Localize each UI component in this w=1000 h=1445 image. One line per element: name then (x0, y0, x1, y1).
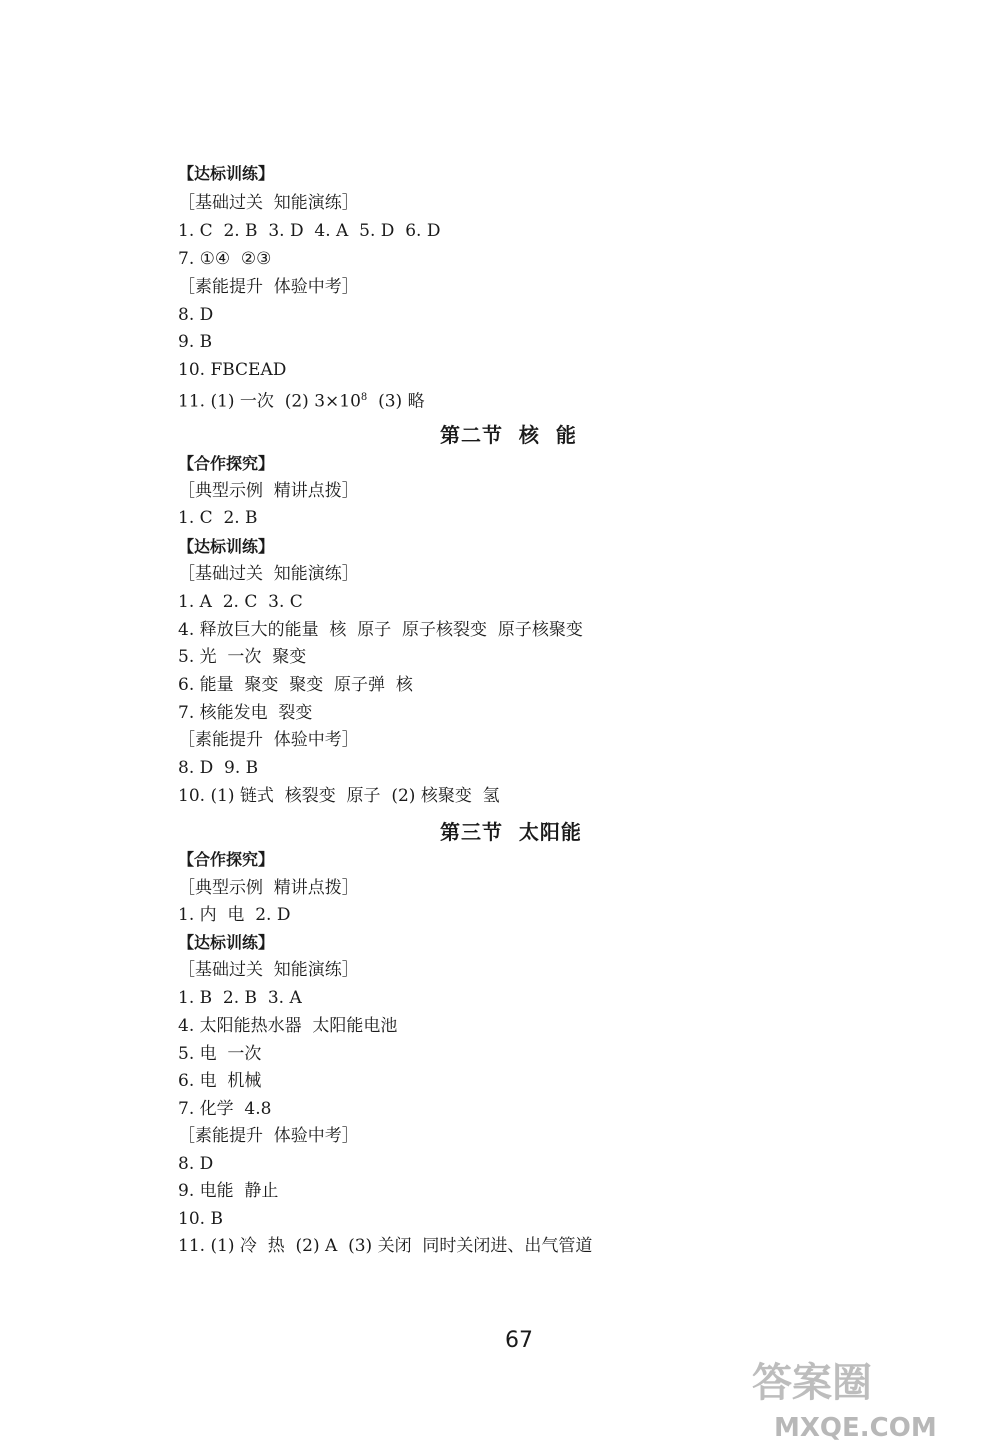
subheading-examples: ［典型示例 精讲点拨］ (178, 481, 359, 501)
heading-cooperative-inquiry: 【合作探究】 (178, 454, 275, 473)
answer-line: 11. (1) 冷 热 (2) A (3) 关闭 同时关闭进、出气管道 (178, 1236, 593, 1256)
answer-line: 1. B 2. B 3. A (178, 988, 302, 1008)
answer-line: 10. (1) 链式 核裂变 原子 (2) 核聚变 氢 (178, 786, 500, 806)
subheading-advanced: ［素能提升 体验中考］ (178, 277, 359, 297)
answer-line: 7. ①④ ②③ (178, 249, 272, 269)
heading-standard-training: 【达标训练】 (178, 537, 275, 556)
heading-standard-training: 【达标训练】 (178, 164, 275, 183)
answer-11-part1: 11. (1) 一次 (2) 3×10 (178, 391, 361, 412)
section-title-nuclear-energy: 第二节 核 能 (440, 423, 577, 447)
answer-line: 4. 释放巨大的能量 核 原子 原子核裂变 原子核聚变 (178, 620, 583, 640)
answer-line: 7. 核能发电 裂变 (178, 703, 313, 723)
answer-line: 8. D (178, 1154, 214, 1174)
answer-line: 1. 内 电 2. D (178, 905, 291, 925)
answer-line: 6. 能量 聚变 聚变 原子弹 核 (178, 675, 413, 695)
subheading-advanced: ［素能提升 体验中考］ (178, 1126, 359, 1146)
subheading-basic: ［基础过关 知能演练］ (178, 960, 359, 980)
watermark-bottom-text: MXQE.COM (774, 1413, 937, 1440)
exponent: 8 (360, 392, 368, 403)
answer-line: 9. 电能 静止 (178, 1181, 279, 1201)
answer-line-11 (178, 387, 425, 413)
heading-standard-training: 【达标训练】 (178, 933, 275, 952)
answer-line: 1. C 2. B 3. D 4. A 5. D 6. D (178, 221, 441, 241)
subheading-examples: ［典型示例 精讲点拨］ (178, 878, 359, 898)
answer-line: 4. 太阳能热水器 太阳能电池 (178, 1016, 398, 1036)
heading-cooperative-inquiry: 【合作探究】 (178, 850, 275, 869)
answer-line: 10. FBCEAD (178, 360, 287, 380)
answer-line: 10. B (178, 1209, 223, 1229)
subheading-basic: ［基础过关 知能演练］ (178, 193, 359, 213)
answer-line: 1. A 2. C 3. C (178, 592, 303, 612)
watermark-logo (752, 1356, 992, 1440)
answer-line: 9. B (178, 332, 213, 352)
answer-line: 8. D 9. B (178, 758, 259, 778)
answer-line: 6. 电 机械 (178, 1071, 262, 1091)
answer-11-part2: (3) 略 (367, 391, 425, 412)
subheading-advanced: ［素能提升 体验中考］ (178, 730, 359, 750)
answer-line: 1. C 2. B (178, 508, 258, 528)
answer-line: 5. 电 一次 (178, 1044, 262, 1064)
answer-line: 8. D (178, 305, 214, 325)
section-title-solar-energy: 第三节 太阳能 (440, 820, 582, 844)
page-number: 67 (505, 1328, 533, 1353)
answer-line: 7. 化学 4.8 (178, 1099, 272, 1119)
watermark-top-text: 答案圈 (752, 1360, 872, 1406)
answer-line: 5. 光 一次 聚变 (178, 647, 307, 667)
subheading-basic: ［基础过关 知能演练］ (178, 564, 359, 584)
